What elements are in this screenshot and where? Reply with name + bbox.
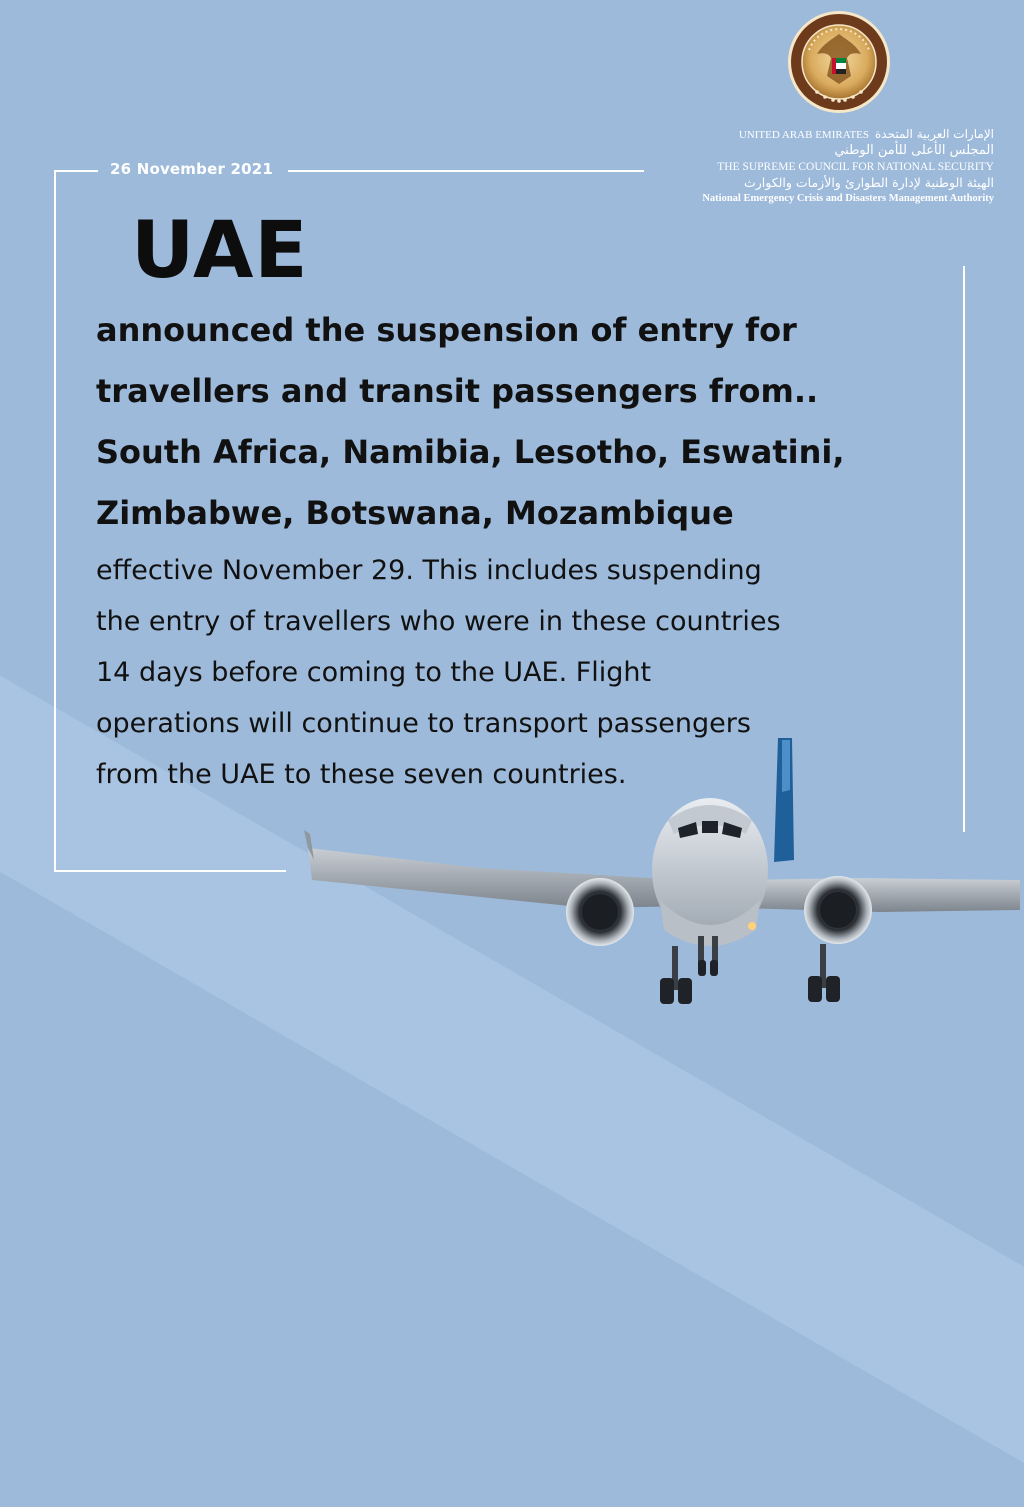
council-seal-icon (787, 10, 891, 114)
org-authority-ar: الهيئة الوطنية لإدارة الطوارئ والأزمات والكوارث (743, 175, 994, 190)
bold-line: announced the suspension of entry for (96, 311, 797, 349)
organization-block (654, 126, 994, 207)
headline: UAE (131, 206, 309, 296)
body-line: 14 days before coming to the UAE. Flight (96, 657, 652, 688)
frame-top-left-segment (54, 170, 98, 172)
org-council-en: THE SUPREME COUNCIL FOR NATIONAL SECURITY (717, 161, 994, 173)
org-country-en: UNITED ARAB EMIRATES (738, 129, 869, 141)
org-country-ar: الإمارات العربية المتحدة (875, 127, 994, 141)
bold-line: travellers and transit passengers from.. (96, 372, 819, 410)
body-line: effective November 29. This includes suspending (96, 555, 762, 586)
announcement-bold-text (96, 300, 976, 544)
body-line: operations will continue to transport passengers (96, 708, 751, 739)
frame-top-right-segment (288, 170, 644, 172)
body-line: the entry of travellers who were in these countries (96, 606, 781, 637)
bold-line: South Africa, Namibia, Lesotho, Eswatini, (96, 433, 845, 471)
airplane-image (300, 730, 1024, 1024)
frame-left-line (54, 170, 56, 872)
publication-date: 26 November 2021 (110, 160, 274, 178)
org-council-ar: المجلس الأعلى للأمن الوطني (834, 143, 994, 158)
bold-line: Zimbabwe, Botswana, Mozambique (96, 494, 734, 532)
org-line-country (654, 126, 994, 143)
org-authority-en: National Emergency Crisis and Disasters Management Authority (702, 193, 994, 204)
body-line: from the UAE to these seven countries. (96, 759, 627, 790)
frame-bottom-line (54, 870, 286, 872)
